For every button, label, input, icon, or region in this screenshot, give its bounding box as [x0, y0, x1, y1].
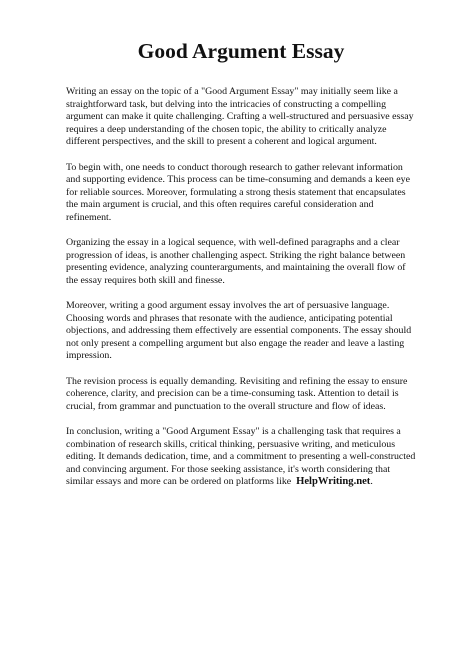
paragraph-conclusion [66, 426, 416, 489]
paragraph-intro: Writing an essay on the topic of a "Good Argument Essay" may initially seem like a straightforward task, but delving into the intricacies of constructing a compelling argument can make it quite challenging. Crafting a well-structured and persuasive essay requires a deep understanding of the chosen topic, the ability to critically analyze different perspectives, and the skill to present a coherent and logical argument. [66, 86, 414, 148]
paragraph-persuasive-language: Moreover, writing a good argument essay involves the art of persuasive language. Choosing words and phrases that resonate with the audience, anticipating potential objections, and addressing them effectively are essential components. The essay should not only present a compelling argument but also engage the reader and leave a lasting impression. [66, 300, 412, 362]
conclusion-period: . [370, 476, 373, 488]
document-title: Good Argument Essay [137, 39, 345, 63]
conclusion-text: In conclusion, writing a "Good Argument Essay" is a challenging task that requires a combination of research skills, critical thinking, persuasive writing, and meticulous editing. It demands dedication, time, and a commitment to presenting a well-constructed and convincing argument. For those seeking assistance, it's worth considering that similar essays and more can be ordered on platforms like [66, 426, 416, 488]
paragraph-organization: Organizing the essay in a logical sequence, with well-defined paragraphs and a clear progression of ideas, is another challenging aspect. Striking the right balance between presenting evidence, analyzing counterarguments, and maintaining the overall flow of the essay requires both skill and finesse. [66, 237, 406, 286]
paragraph-research: To begin with, one needs to conduct thorough research to gather relevant information and supporting evidence. This process can be time-consuming and demands a keen eye for reliable sources. Moreover, formulating a strong thesis statement that encapsulates the main argument is crucial, and this often requires careful consideration and refinement. [66, 161, 410, 223]
paragraph-revision: The revision process is equally demanding. Revisiting and refining the essay to ensure coherence, clarity, and precision can be a time-consuming task. Attention to detail is crucial, from grammar and punctuation to the overall structure and flow of ideas. [66, 375, 408, 412]
brand-name: HelpWriting.net [296, 476, 371, 488]
document-page [66, 38, 416, 502]
